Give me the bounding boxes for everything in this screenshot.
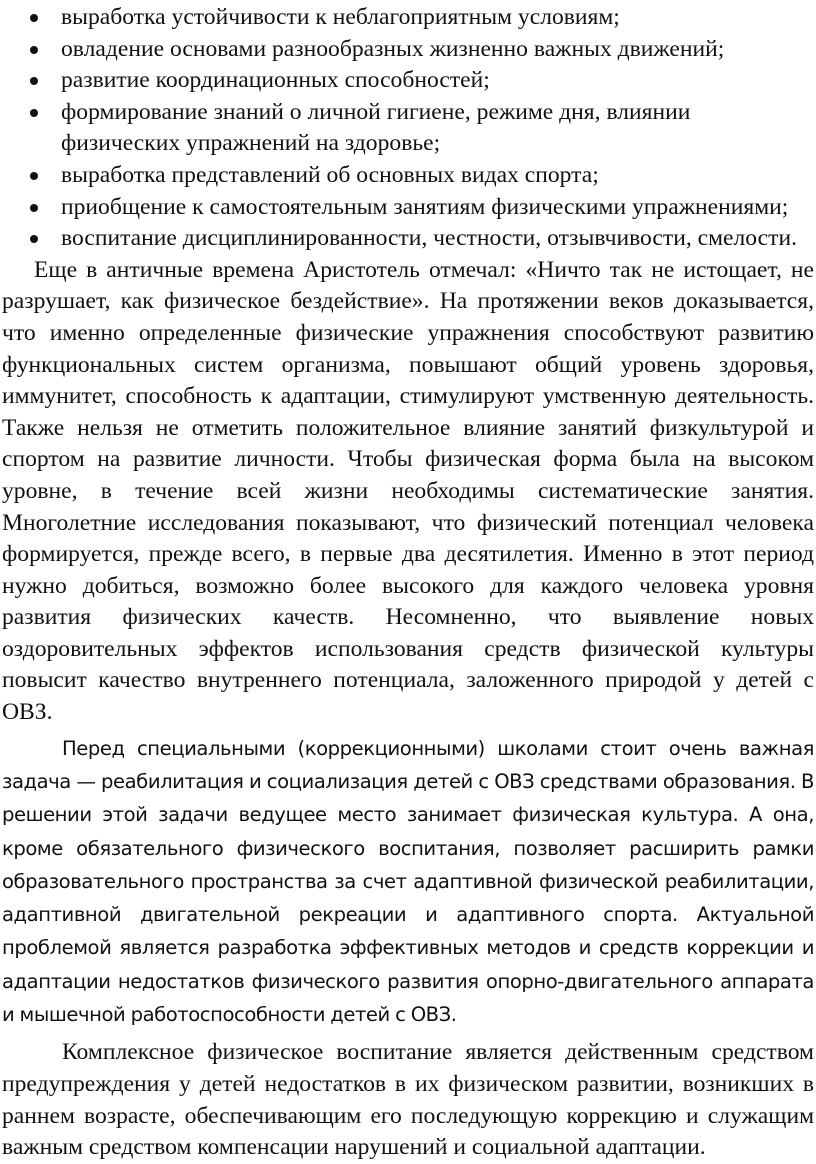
list-item <box>2 223 814 255</box>
list-item <box>2 34 814 66</box>
paragraph-aristotle: Еще в античные времена Аристотель отмечал: «Ничто так не истощает, не разрушает, как физическое бездействие». На протяжении веков доказывается, что именно определенные физические упражнения способствуют развитию функциональных систем организма, повышают общий уровень здоровья, иммунитет, способность к адаптации, стимулируют умственную деятельность. Также нельзя не отметить положительное влияние занятий физкультурой и спортом на развитие личности. Чтобы физическая форма была на высоком уровне, в течение всей жизни необходимы систематические занятия. Многолетние исследования показывают, что физический потенциал человека формируется, прежде всего, в первые два десятилетия. Именно в этот период нужно добиться, возможно более высокого для каждого человека уровня развития физических качеств. Несомненно, что выявление новых оздоровительных эффектов использования средств физической культуры повысит качество внутреннего потенциала, заложенного природой у детей с ОВЗ. <box>2 256 814 726</box>
list-item-text: развитие координационных способностей; <box>61 67 490 94</box>
goals-bullet-list <box>2 2 814 255</box>
bullet-icon <box>30 172 38 180</box>
bullet-icon <box>30 46 38 54</box>
list-item-text: выработка устойчивости к неблагоприятным условиям; <box>61 4 620 30</box>
list-item-text: воспитание дисциплинированности, честности, отзывчивости, смелости. <box>61 225 797 252</box>
paragraph-special-schools: Перед специальными (коррекционными) школами стоит очень важная задача — реабилитация и социализация детей с ОВЗ средствами образования. В решении этой задачи ведущее место занимает физическая культура. А она, кроме обязательного физического воспитания, позволяет расширить рамки образовательного пространства за счет адаптивной физической реабилитации, адаптивной двигательной рекреации и адаптивного спорта. Актуальной проблемой является разработка эффективных методов и средств коррекции и адаптации недостатков физического развития опорно-двигательного аппарата и мышечной работоспособности детей с ОВЗ. <box>2 736 814 1027</box>
list-item <box>2 2 814 34</box>
bullet-icon <box>30 204 38 212</box>
list-item <box>2 160 814 192</box>
paragraph-complex-education: Комплексное физическое воспитание является действенным средством предупреждения у детей недостатков в их физическом развитии, возникших в раннем возрасте, обеспечивающим его последующую коррекцию и служащим важным средством компенсации нарушений и социальной адаптации. <box>2 1039 814 1161</box>
list-item-text: овладение основами разнообразных жизненно важных движений; <box>61 35 725 62</box>
list-item <box>2 97 814 160</box>
list-item-text: формирование знаний о личной гигиене, режиме дня, влиянии физических упражнений на здоровье; <box>61 98 691 157</box>
bullet-icon <box>30 235 38 243</box>
bullet-icon <box>30 109 38 117</box>
bullet-icon <box>30 14 38 22</box>
list-item-text: выработка представлений об основных видах спорта; <box>61 161 599 188</box>
list-item <box>2 65 814 97</box>
list-item-text: приобщение к самостоятельным занятиям физическими упражнениями; <box>61 193 789 220</box>
list-item <box>2 192 814 224</box>
bullet-icon <box>30 77 38 85</box>
